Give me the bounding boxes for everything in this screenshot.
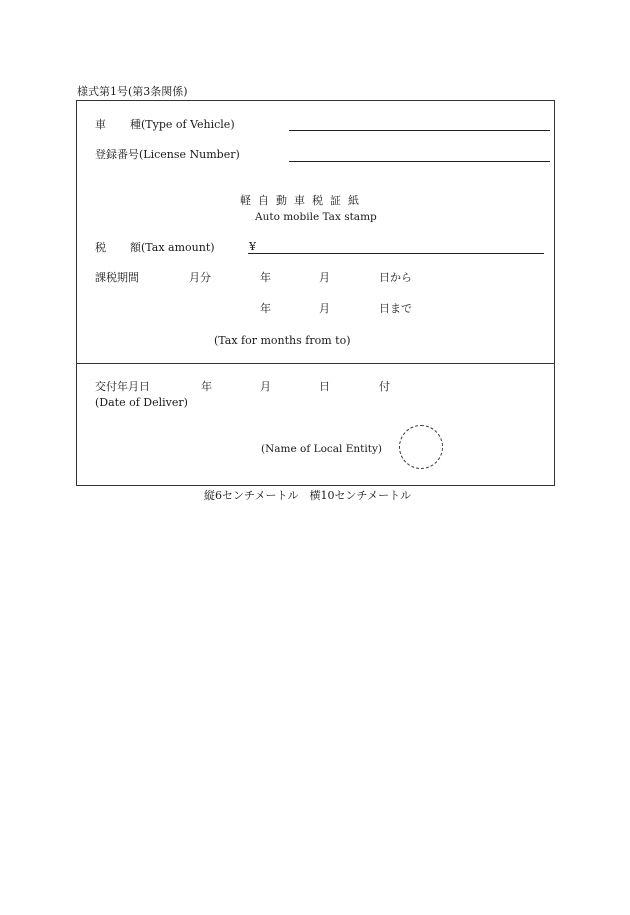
license-number-field[interactable] xyxy=(289,161,550,162)
period-to-year: 年 xyxy=(260,302,271,315)
period-to-day: 日まで xyxy=(379,302,412,315)
delivery-date-label: 交付年月日 xyxy=(95,380,150,393)
period-from-month: 月 xyxy=(319,271,330,284)
period-from-year: 年 xyxy=(260,271,271,284)
form-caption: 様式第1号(第3条関係) xyxy=(77,85,188,98)
period-from-day: 日から xyxy=(379,271,412,284)
local-entity-label: (Name of Local Entity) xyxy=(261,443,382,455)
delivery-suffix: 付 xyxy=(379,380,390,393)
yen-symbol: ¥ xyxy=(249,240,256,253)
seal-circle xyxy=(399,425,443,469)
license-number-label: 登録番号(License Number) xyxy=(95,148,240,161)
delivery-month: 月 xyxy=(260,380,271,393)
tax-amount-field[interactable] xyxy=(248,253,544,254)
tax-amount-label: 額(Tax amount) xyxy=(130,241,215,254)
size-note: 縦6センチメートル 横10センチメートル xyxy=(204,489,412,502)
tax-amount-label-prefix: 税 xyxy=(95,241,106,254)
section-divider xyxy=(76,363,555,364)
stamp-title-en: Auto mobile Tax stamp xyxy=(255,211,377,223)
delivery-year: 年 xyxy=(201,380,212,393)
vehicle-type-label-prefix: 車 xyxy=(95,118,106,131)
tax-period-months: 月分 xyxy=(189,271,211,284)
tax-period-label: 課税期間 xyxy=(95,271,139,284)
delivery-day: 日 xyxy=(319,380,330,393)
vehicle-type-field[interactable] xyxy=(289,130,550,131)
period-to-month: 月 xyxy=(319,302,330,315)
vehicle-type-label: 種(Type of Vehicle) xyxy=(130,118,235,131)
delivery-date-label-en: (Date of Deliver) xyxy=(95,396,188,409)
stamp-title-ja: 軽自動車税証紙 xyxy=(240,194,366,207)
tax-period-note: (Tax for months from to) xyxy=(214,334,351,347)
